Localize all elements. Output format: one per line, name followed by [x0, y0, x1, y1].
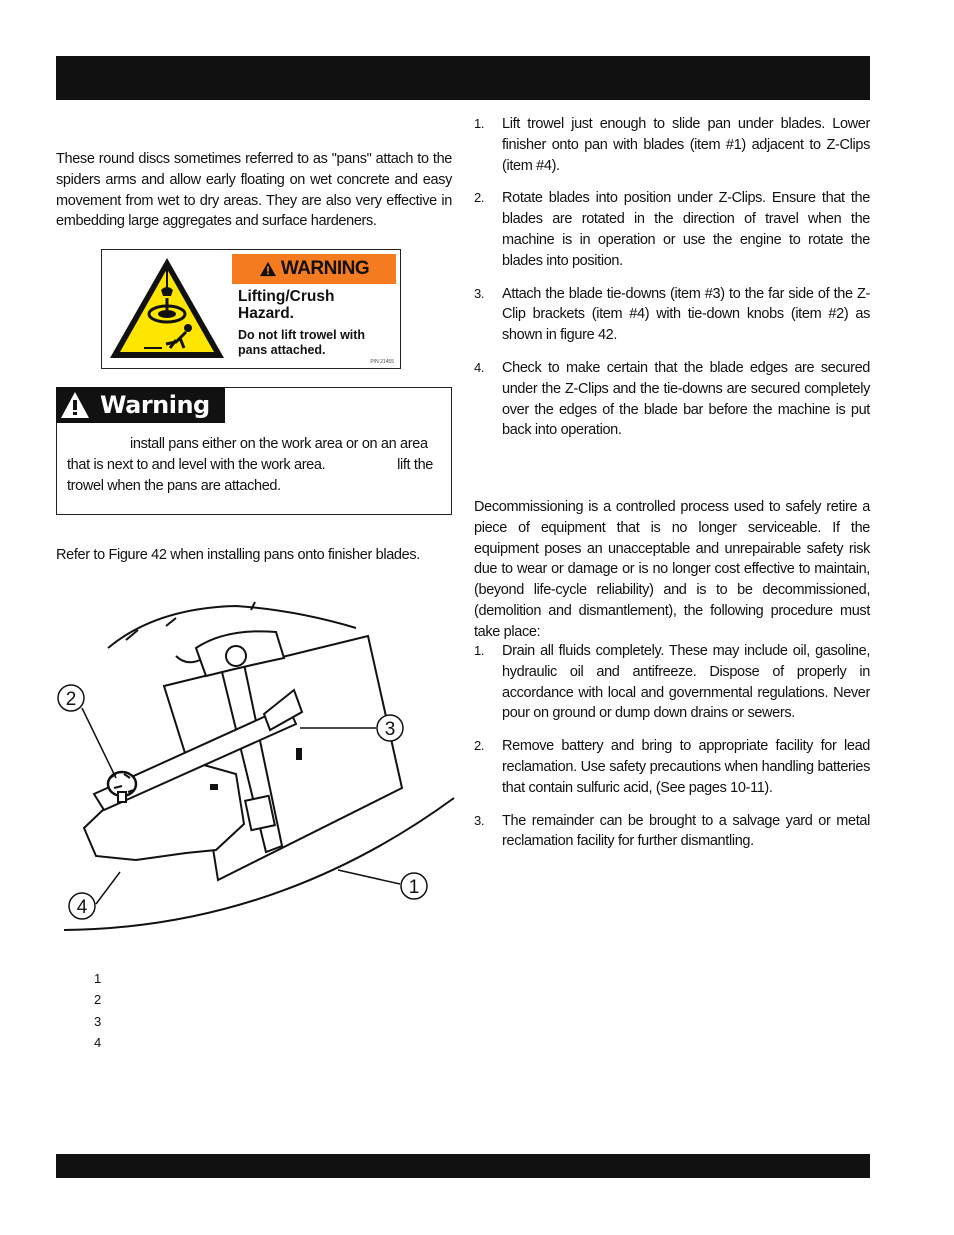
warning-decal [101, 249, 401, 369]
warning-box [56, 387, 452, 515]
callout-4-label: 4 [76, 897, 88, 918]
callout-3-label: 3 [384, 719, 396, 740]
decal-part-number: P/N 21455 [370, 359, 394, 365]
list-item: 3. The remainder can be brought to a salvage yard or metal reclamation facility for further dismantling. [474, 812, 870, 850]
list-item: 2. Remove battery and bring to appropriate facility for lead reclamation. Use safety precautions when handling batteries that contain sulfuric acid, (See pages 10-11). [474, 738, 870, 796]
warning-line-1: install pans either on the work area or on an area [130, 436, 428, 452]
list-item: 1. Lift trowel just enough to slide pan under blades. Lower finisher onto pan with blades (item #1) adjacent to Z-Clips (item #4). [474, 116, 870, 174]
pan-installation-figure [56, 588, 456, 938]
decommission-steps [474, 641, 870, 864]
callout-2 [58, 685, 84, 711]
list-item: 4. Check to make certain that the blade edges are secured under the Z-Clips and the tie-downs are secured completely over the edges of the blade bar before the machine is put back into operation. [474, 359, 870, 439]
decal-instruction: Do not lift trowel with pans attached. [238, 328, 366, 357]
decal-header [232, 254, 396, 284]
decal-hazard: Lifting/Crush Hazard. [238, 288, 335, 322]
decal-header-label: WARNING [280, 258, 370, 279]
list-item: 3. Attach the blade tie-downs (item #3) to the far side of the Z-Clip brackets (item #4) with tie-down knobs (item #2) as shown in figure 42. [474, 285, 870, 344]
warning-box-text [67, 434, 433, 496]
warning-triangle-icon [259, 261, 277, 277]
warning-box-label: Warning [100, 391, 210, 419]
warning-line-2a: that is next to and level with the work area. [67, 456, 326, 473]
legend-item: 2 [94, 992, 102, 1008]
intro-paragraph: These round discs sometimes referred to as "pans" attach to the spiders arms and allow early floating on wet concrete and easy movement from wet to dry areas. They are also very effective in embedding large aggregates and surface hardeners. [56, 151, 452, 230]
callout-3 [377, 715, 403, 741]
install-steps [474, 114, 870, 453]
callout-4 [69, 893, 95, 919]
callout-1 [401, 873, 427, 899]
header-bar [56, 56, 870, 100]
warning-line-2b: lift the [397, 456, 433, 473]
legend-item: 4 [94, 1034, 102, 1050]
warning-triangle-icon [60, 391, 90, 419]
legend-item: 1 [94, 971, 102, 986]
callout-1-label: 1 [408, 877, 420, 898]
figure-reference: Refer to Figure 42 when installing pans onto finisher blades. [56, 547, 420, 563]
crush-hazard-icon [106, 254, 228, 362]
warning-box-header [56, 387, 225, 423]
legend-item: 3 [94, 1013, 102, 1029]
list-item: 2. Rotate blades into position under Z-Clips. Ensure that the blades are rotated in the direction of travel when the machine is in operation or use the engine to rotate the blades into position. [474, 190, 870, 269]
figure-legend [94, 968, 101, 1053]
warning-line-3: trowel when the pans are attached. [67, 477, 281, 494]
callout-2-label: 2 [65, 689, 77, 710]
decommission-paragraph: Decommissioning is a controlled process used to safely retire a piece of equipment that is no longer serviceable. If the equipment poses an unacceptable and unrepairable safety risk due to wear or damage or is no longer cost effective to maintain, (beyond life-cycle reliability) and is to be decommissioned, (demolition and dismantlement), the following procedure must take place: [474, 499, 870, 640]
list-item: 1. Drain all fluids completely. These may include oil, gasoline, hydraulic oil and antifreeze. Dispose of properly in accordance with local and governmental regulations. Never pour on ground or dump down drains or sewers. [474, 643, 870, 722]
footer-bar [56, 1154, 870, 1178]
